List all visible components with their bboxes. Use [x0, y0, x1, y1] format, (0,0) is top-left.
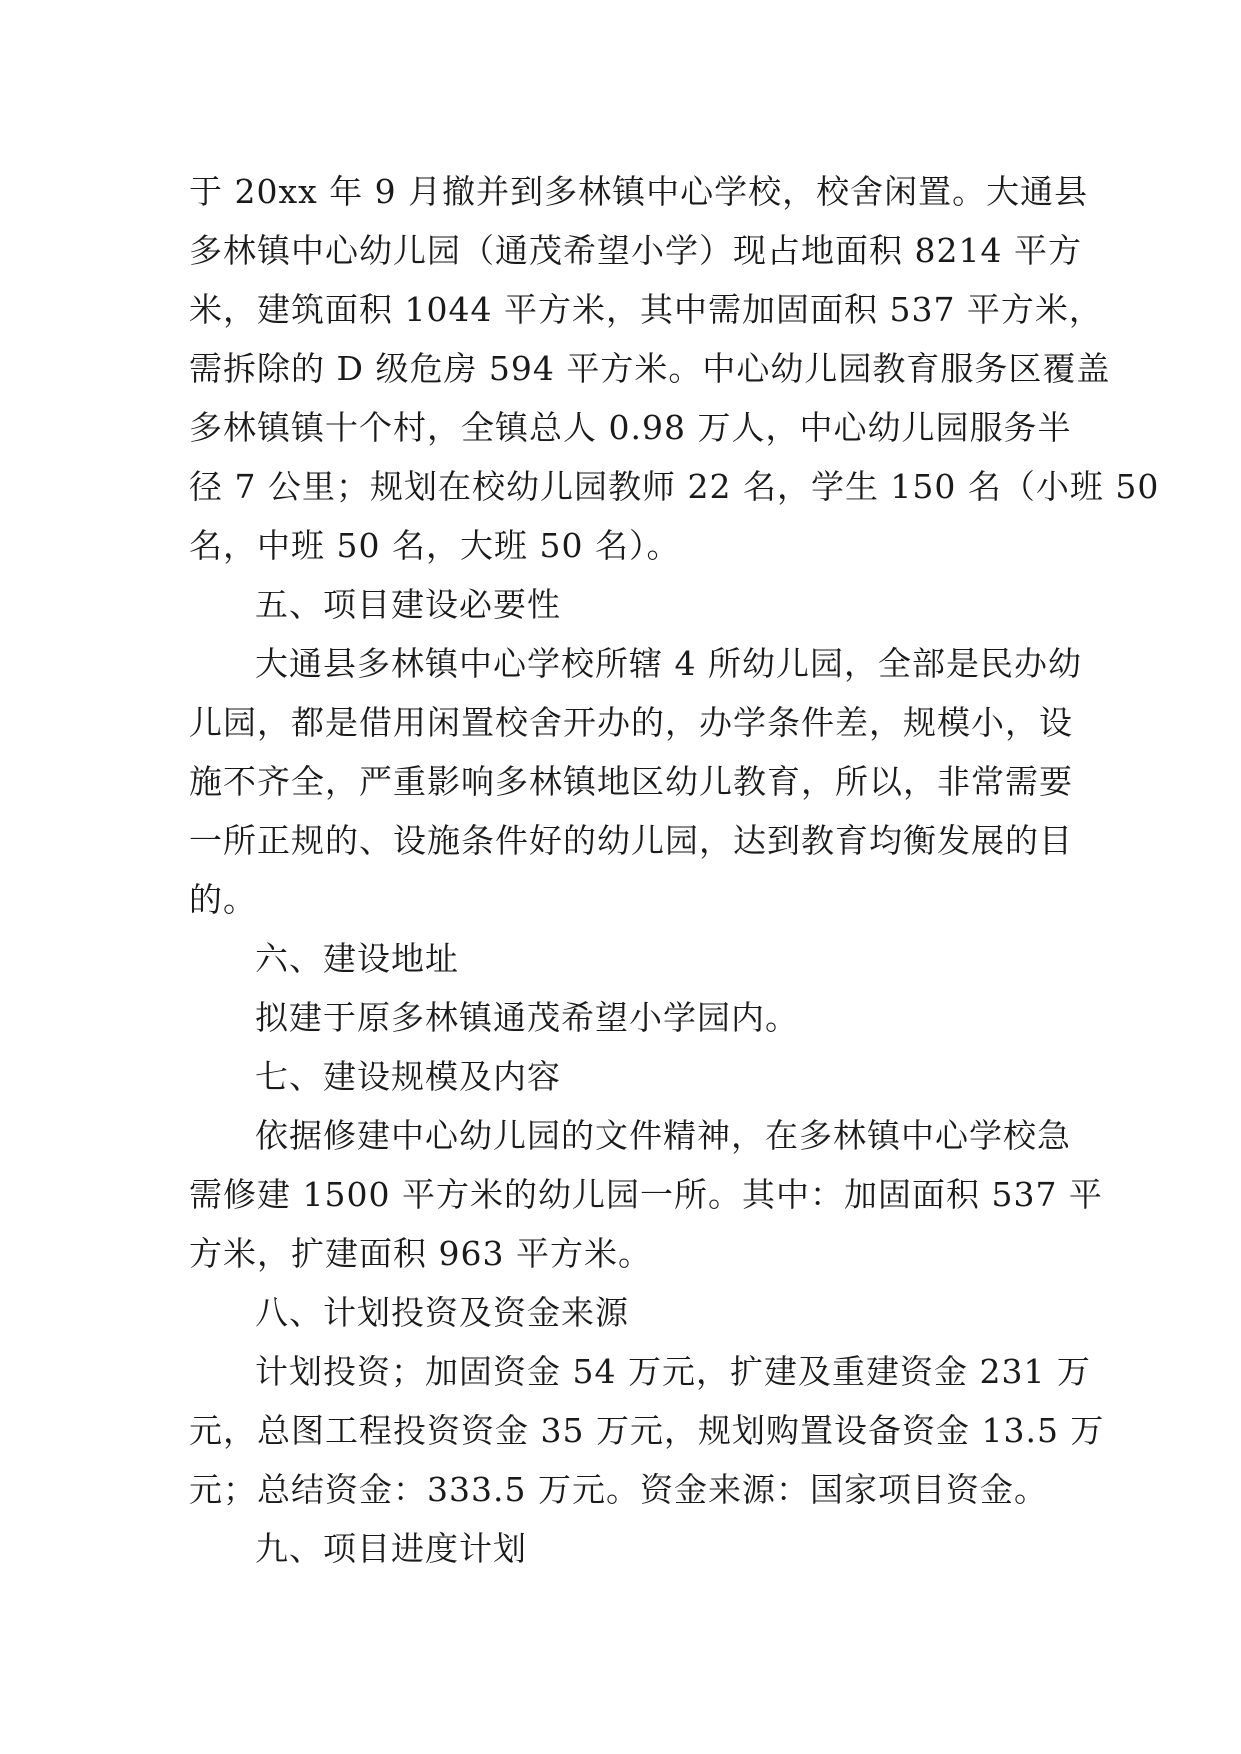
paragraph-line: 元，总图工程投资资金 35 万元，规划购置设备资金 13.5 万 — [189, 1411, 1105, 1450]
paragraph-line-indented: 八、计划投资及资金来源 — [255, 1293, 629, 1332]
paragraph-line-indented: 五、项目建设必要性 — [255, 585, 561, 624]
paragraph-line: 的。 — [189, 880, 257, 919]
paragraph-line: 于 20xx 年 9 月撤并到多林镇中心学校，校舍闲置。大通县 — [189, 172, 1089, 211]
paragraph-line: 方米，扩建面积 963 平方米。 — [189, 1234, 652, 1273]
paragraph-line: 需修建 1500 平方米的幼儿园一所。其中：加固面积 537 平 — [189, 1175, 1103, 1214]
paragraph-line: 多林镇中心幼儿园（通茂希望小学）现占地面积 8214 平方 — [189, 231, 1082, 270]
paragraph-line-indented: 九、项目进度计划 — [255, 1529, 527, 1568]
paragraph-line: 一所正规的、设施条件好的幼儿园，达到教育均衡发展的目 — [189, 821, 1073, 860]
paragraph-line: 径 7 公里；规划在校幼儿园教师 22 名，学生 150 名（小班 50 — [189, 467, 1160, 506]
paragraph-line-indented: 七、建设规模及内容 — [255, 1057, 561, 1096]
paragraph-line-indented: 大通县多林镇中心学校所辖 4 所幼儿园，全部是民办幼 — [255, 644, 1082, 683]
paragraph-line: 儿园，都是借用闲置校舍开办的，办学条件差，规模小，设 — [189, 703, 1073, 742]
paragraph-line: 需拆除的 D 级危房 594 平方米。中心幼儿园教育服务区覆盖 — [189, 349, 1111, 388]
paragraph-line: 多林镇镇十个村，全镇总人 0.98 万人，中心幼儿园服务半 — [189, 408, 1072, 447]
paragraph-line-indented: 拟建于原多林镇通茂希望小学园内。 — [255, 998, 799, 1037]
paragraph-line: 米，建筑面积 1044 平方米，其中需加固面积 537 平方米， — [189, 290, 1103, 329]
paragraph-line-indented: 依据修建中心幼儿园的文件精神，在多林镇中心学校急 — [255, 1116, 1071, 1155]
paragraph-line: 元；总结资金：333.5 万元。资金来源：国家项目资金。 — [189, 1470, 1048, 1509]
paragraph-line-indented: 六、建设地址 — [255, 939, 459, 978]
paragraph-line-indented: 计划投资；加固资金 54 万元，扩建及重建资金 231 万 — [255, 1352, 1091, 1391]
document-body — [189, 162, 1160, 1578]
paragraph-line: 名，中班 50 名，大班 50 名）。 — [189, 526, 681, 565]
paragraph-line: 施不齐全，严重影响多林镇地区幼儿教育，所以，非常需要 — [189, 762, 1073, 801]
